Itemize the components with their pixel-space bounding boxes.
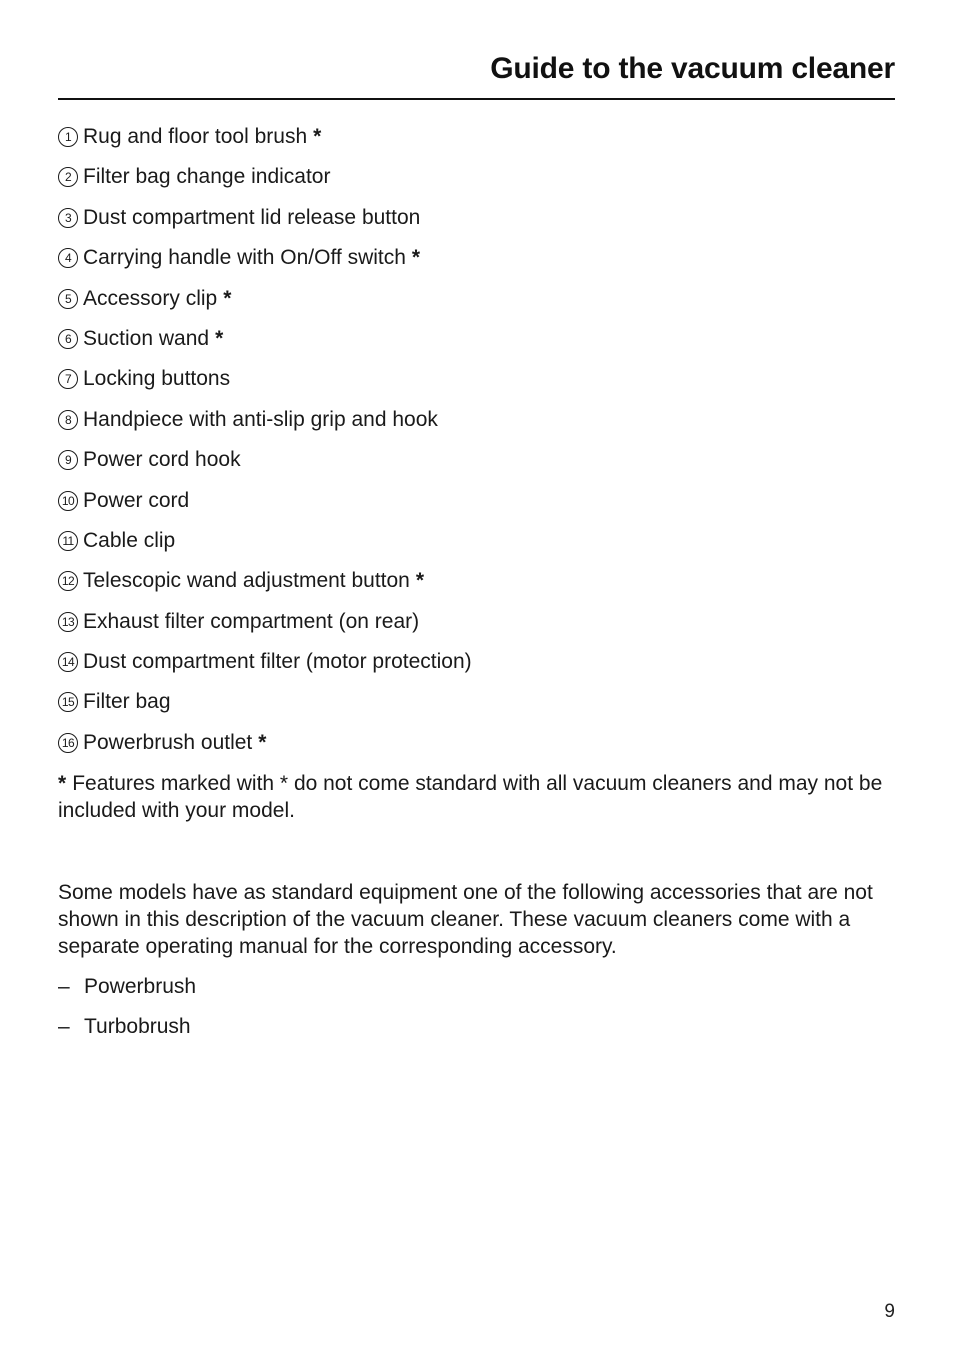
item-label: Filter bag [83,690,171,714]
document-page [58,0,895,1352]
accessory-list [58,972,196,1053]
component-item [58,728,895,768]
component-item [58,405,895,445]
item-label: Handpiece with anti-slip grip and hook [83,407,438,431]
item-number-badge: 8 [58,410,78,430]
page-number: 9 [884,1301,895,1322]
component-item [58,566,895,606]
item-label: Accessory clip [83,286,218,310]
component-item [58,162,895,202]
item-number-badge: 2 [58,167,78,187]
optional-feature-marker: * [258,730,267,754]
item-number-badge: 15 [58,692,78,712]
item-number-badge: 7 [58,369,78,389]
page-title: Guide to the vacuum cleaner [490,52,895,85]
item-label: Dust compartment lid release button [83,205,421,229]
component-item [58,324,895,364]
item-number-badge: 4 [58,248,78,268]
accessory-label: Turbobrush [84,1015,191,1039]
optional-feature-marker: * [415,569,425,593]
component-item [58,445,895,485]
component-item [58,607,895,647]
component-item [58,284,895,324]
accessory-item [58,1012,196,1052]
component-item [58,687,895,727]
item-label: Suction wand [83,326,210,350]
item-label: Rug and floor tool brush [83,125,308,148]
component-item [58,122,895,162]
optional-feature-marker: * [411,246,421,270]
component-item [58,526,895,566]
list-dash: – [58,975,70,998]
footnote-marker: * [58,772,67,795]
item-label: Powerbrush outlet [83,730,253,754]
item-number-badge: 3 [58,208,78,228]
footnote-text: Features marked with * do not come standard with all vacuum cleaners and may not be included with your model. [58,772,883,822]
item-label: Exhaust filter compartment (on rear) [83,609,420,633]
item-number-badge: 5 [58,289,78,309]
item-number-badge: 11 [58,531,78,551]
item-label: Locking buttons [83,367,231,391]
optional-feature-marker: * [313,125,322,148]
item-label: Power cord hook [83,448,241,472]
accessory-item [58,972,196,1012]
component-item [58,364,895,404]
optional-features-footnote [58,770,895,824]
item-number-badge: 1 [58,127,78,147]
item-number-badge: 13 [58,612,78,632]
item-number-badge: 10 [58,491,78,511]
optional-feature-marker: * [223,286,232,310]
item-label: Cable clip [83,528,176,552]
accessories-paragraph: Some models have as standard equipment one of the following accessories that are not shown in this description of the vacuum cleaner. These vacuum cleaners come with a separate operating manual for the corresponding accessory. [58,881,873,958]
item-number-badge: 14 [58,652,78,672]
item-number-badge: 12 [58,571,78,591]
item-label: Dust compartment filter (motor protection) [83,650,472,674]
item-label: Carrying handle with On/Off switch [83,246,406,270]
list-dash: – [58,1015,70,1039]
component-item [58,243,895,283]
item-label: Power cord [83,488,190,512]
item-number-badge: 6 [58,329,78,349]
accessory-label: Powerbrush [84,975,197,998]
title-divider [58,98,895,100]
optional-feature-marker: * [215,326,224,350]
component-item [58,203,895,243]
component-item [58,486,895,526]
item-number-badge: 9 [58,450,78,470]
item-number-badge: 16 [58,733,78,753]
component-item [58,647,895,687]
component-list [58,122,895,768]
item-label: Filter bag change indicator [83,165,331,189]
item-label: Telescopic wand adjustment button [83,569,410,593]
